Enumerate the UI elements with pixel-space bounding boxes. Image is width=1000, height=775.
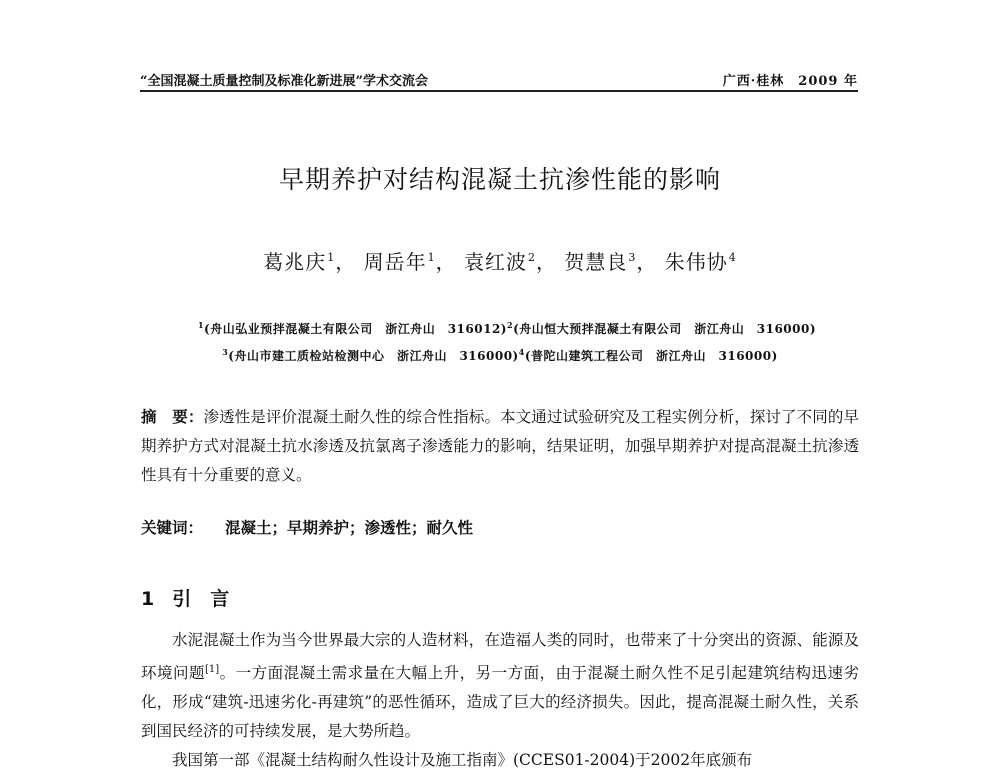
- author-name: 周岳年: [363, 250, 427, 274]
- citation-ref: [1]: [204, 664, 220, 675]
- author-name: 葛兆庆: [263, 250, 327, 274]
- author-affiliation-mark: 3: [628, 251, 637, 265]
- affiliation-line: [7, 320, 1000, 337]
- author-list: 葛兆庆$^1$， 周岳年$^1$， 袁红波$^2$， 贺慧良$^3$， 朱伟协$^4$: [263, 250, 737, 274]
- affiliation-mark: 2: [507, 320, 514, 330]
- abstract: [141, 402, 859, 490]
- affiliation-line: [0, 347, 1000, 364]
- paragraph: [141, 626, 859, 746]
- affiliation-mark: 1: [197, 320, 205, 330]
- abstract-label: 摘 要：: [141, 407, 204, 426]
- affiliation-mark: 4: [518, 347, 525, 357]
- section-title: 引 言: [172, 588, 230, 610]
- paragraph-text: 水泥混凝土作为当今世界最大宗的人造材料，在造福人类的同时，也带来了十分突出的资源、能源及环境问题: [141, 631, 859, 683]
- keywords-values: 混凝土；早期养护；渗透性；耐久性: [225, 518, 474, 537]
- author-affiliation-mark: 4: [728, 251, 737, 265]
- paragraph: [141, 746, 859, 775]
- affiliation-mark: 3: [222, 347, 229, 357]
- conference-location-year: 广西·桂林 2009 年: [722, 74, 858, 89]
- affiliation: (舟山恒大预拌混凝土有限公司 浙江舟山 316000): [513, 322, 817, 336]
- author-affiliation-mark: 1: [327, 251, 336, 265]
- author-affiliation-mark: 2: [528, 251, 536, 265]
- keywords: [141, 516, 859, 538]
- section-number: 1: [141, 588, 155, 610]
- paper-title: 早期养护对结构混凝土抗渗性能的影响: [278, 165, 721, 194]
- paragraph-text: 。一方面混凝土需求量在大幅上升，另一方面，由于混凝土耐久性不足引起建筑结构迅速劣化，形成“建筑-迅速劣化-再建筑”的恶性循环，造成了巨大的经济损失。因此，提高混凝土耐久性，关系到国民经济的可持续发展，是大势所趋。: [141, 664, 859, 741]
- paragraph-text: 我国第一部《混凝土结构耐久性设计及施工指南》(CCES01-2004)于2002年底颁布: [172, 751, 753, 770]
- keywords-label: 关键词：: [141, 518, 204, 537]
- author-name: 朱伟协: [664, 250, 728, 274]
- author-name: 袁红波: [464, 250, 527, 274]
- affiliation: (普陀山建筑工程公司 浙江舟山 316000): [524, 349, 778, 363]
- affiliation: (舟山市建工质检站检测中心 浙江舟山 316000): [228, 349, 519, 363]
- section-body: [141, 626, 859, 775]
- author-name: 贺慧良: [564, 250, 628, 274]
- author-affiliation-mark: 1: [427, 251, 436, 265]
- section-heading: [141, 584, 229, 611]
- affiliation: (舟山弘业预拌混凝土有限公司 浙江舟山 316012): [204, 322, 507, 336]
- conference-name: “全国混凝土质量控制及标准化新进展”学术交流会: [140, 74, 428, 89]
- abstract-text: 渗透性是评价混凝土耐久性的综合性指标。本文通过试验研究及工程实例分析，探讨了不同的早期养护方式对混凝土抗水渗透及抗氯离子渗透能力的影响，结果证明，加强早期养护对提高混凝土抗渗透性具有十分重要的意义。: [141, 408, 859, 484]
- running-header: [140, 68, 858, 92]
